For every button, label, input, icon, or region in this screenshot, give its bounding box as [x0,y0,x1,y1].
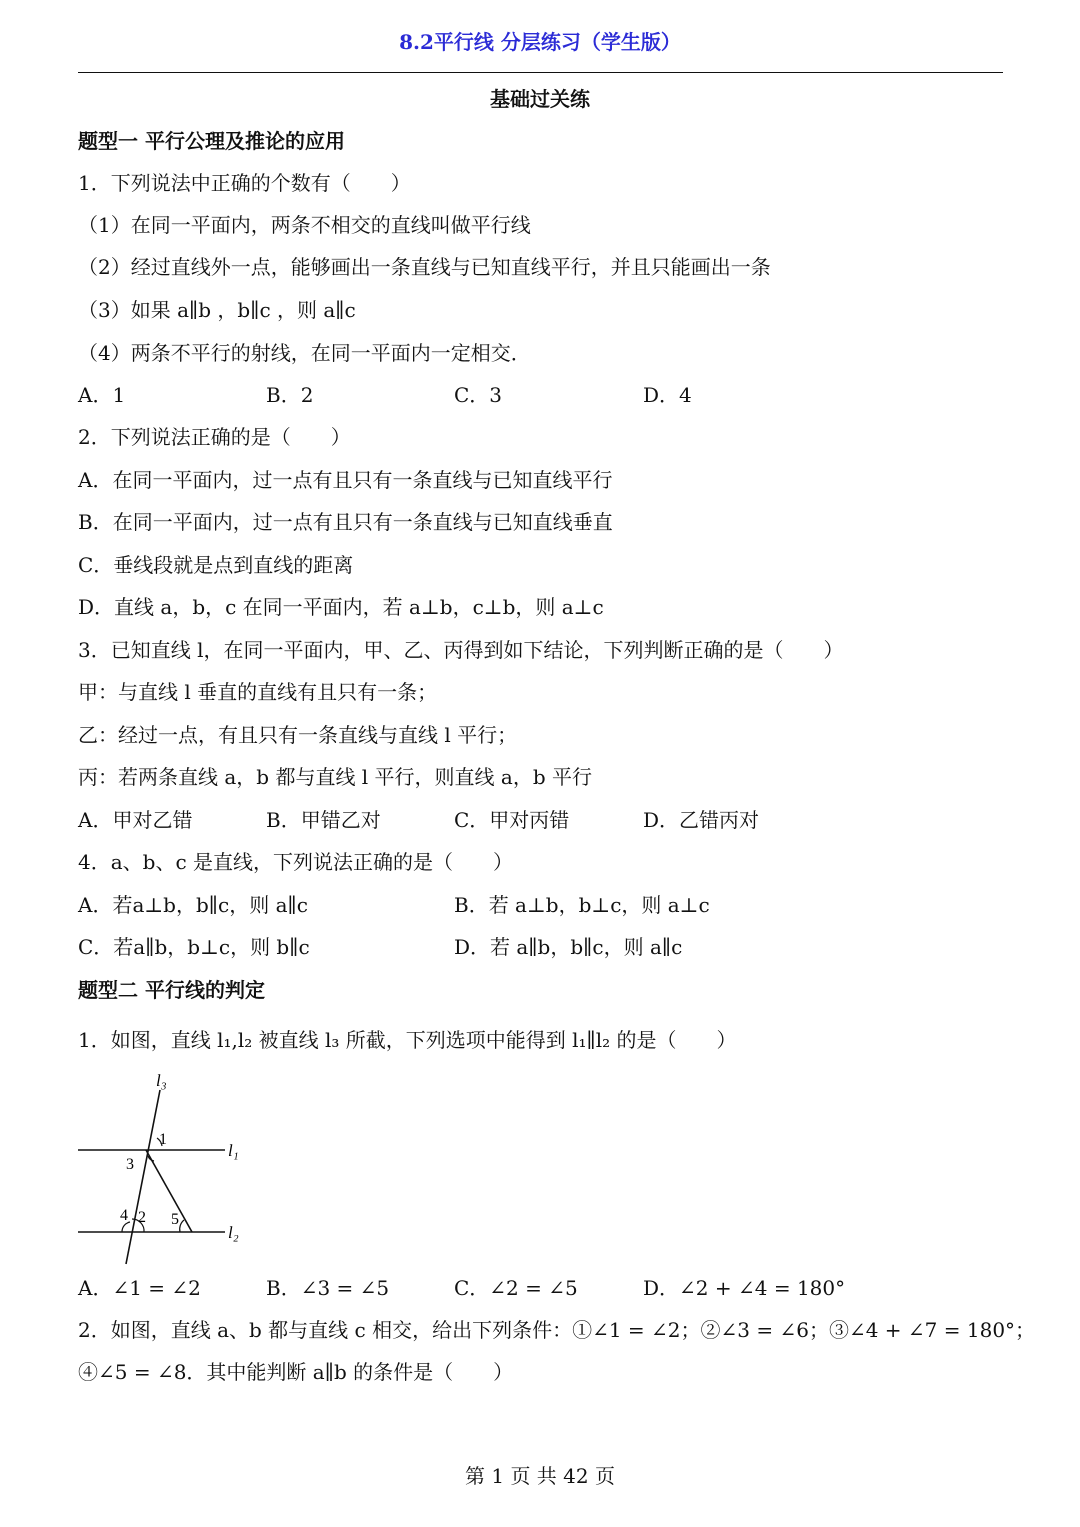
q1-statement-4: （4）两条不平行的射线，在同一平面内一定相交． [78,341,531,365]
q3-bing: 丙：若两条直线 a，b 都与直线 l 平行，则直线 a，b 平行 [78,765,592,789]
q1-stem: 1．下列说法中正确的个数有（ ） [78,171,411,195]
q4-option-d: D．若 a∥b，b∥c，则 a∥c [454,935,683,959]
q1-statement-1: （1）在同一平面内，两条不相交的直线叫做平行线 [78,213,531,237]
label-l3: l₃ [156,1071,167,1090]
line-l3 [126,1090,160,1264]
q1-option-b: B．2 [266,383,314,407]
q3-jia: 甲：与直线 l 垂直的直线有且只有一条； [78,680,438,704]
q4-option-a: A．若a⊥b，b∥c，则 a∥c [78,893,308,917]
q3-option-a: A．甲对乙错 [78,808,193,832]
type1-heading: 题型一 平行公理及推论的应用 [78,129,345,153]
q2-option-b: B．在同一平面内，过一点有且只有一条直线与已知直线垂直 [78,510,613,534]
q1-statement-2: （2）经过直线外一点，能够画出一条直线与已知直线平行，并且只能画出一条 [78,255,771,279]
q3-option-c: C．甲对丙错 [454,808,570,832]
q3-stem: 3．已知直线 l，在同一平面内，甲、乙、丙得到如下结论，下列判断正确的是（ ） [78,638,844,662]
q3-option-d: D．乙错丙对 [643,808,760,832]
t2q1-option-d: D．∠2 + ∠4 = 180° [643,1276,846,1300]
t2q2-line2: ④∠5 = ∠8．其中能判断 a∥b 的条件是（ ） [78,1360,514,1384]
page-header-title: 8.2平行线 分层练习（学生版） [399,30,681,54]
q1-statement-3: （3）如果 a∥b ，b∥c ，则 a∥c [78,298,356,322]
label-angle-3: 3 [126,1156,134,1173]
q2-stem: 2．下列说法正确的是（ ） [78,425,351,449]
q3-option-b: B．甲错乙对 [266,808,381,832]
section-title: 基础过关练 [490,87,590,111]
q4-option-c: C．若a∥b，b⊥c，则 b∥c [78,935,310,959]
t2q1-option-a: A．∠1 = ∠2 [78,1276,201,1300]
t2q1-stem: 1．如图，直线 l₁,l₂ 被直线 l₃ 所截，下列选项中能得到 l₁∥l₂ 的是（ ） [78,1028,737,1052]
q1-option-a: A．1 [78,383,126,407]
q3-yi: 乙：经过一点，有且只有一条直线与直线 l 平行； [78,723,518,747]
label-l1: l₁ [228,1141,239,1160]
q4-option-b: B．若 a⊥b，b⊥c，则 a⊥c [454,893,710,917]
label-angle-5: 5 [171,1211,179,1228]
page-footer: 第 1 页 共 42 页 [465,1464,615,1488]
angle-5-arc [180,1220,184,1232]
q2-option-a: A．在同一平面内，过一点有且只有一条直线与已知直线平行 [78,468,613,492]
header-rule [78,72,1003,73]
q4-stem: 4．a、b、c 是直线，下列说法正确的是（ ） [78,850,514,874]
label-angle-1: 1 [159,1131,167,1148]
t2q1-option-b: B．∠3 = ∠5 [266,1276,390,1300]
label-angle-2: 2 [138,1209,146,1226]
parallel-lines-figure [70,1066,270,1272]
type2-heading: 题型二 平行线的判定 [78,978,265,1002]
q1-option-c: C．3 [454,383,503,407]
label-l2: l₂ [228,1223,239,1242]
t2q2-line1: 2．如图，直线 a、b 都与直线 c 相交，给出下列条件：①∠1 = ∠2；②∠3 = ∠6；③∠4 + ∠7 = 180°； [78,1318,1036,1342]
label-angle-4: 4 [120,1207,128,1224]
q1-option-d: D．4 [643,383,692,407]
transversal-segment [146,1150,192,1232]
t2q1-option-c: C．∠2 = ∠5 [454,1276,578,1300]
q2-option-d: D．直线 a，b，c 在同一平面内，若 a⊥b，c⊥b，则 a⊥c [78,595,604,619]
q2-option-c: C．垂线段就是点到直线的距离 [78,553,354,577]
